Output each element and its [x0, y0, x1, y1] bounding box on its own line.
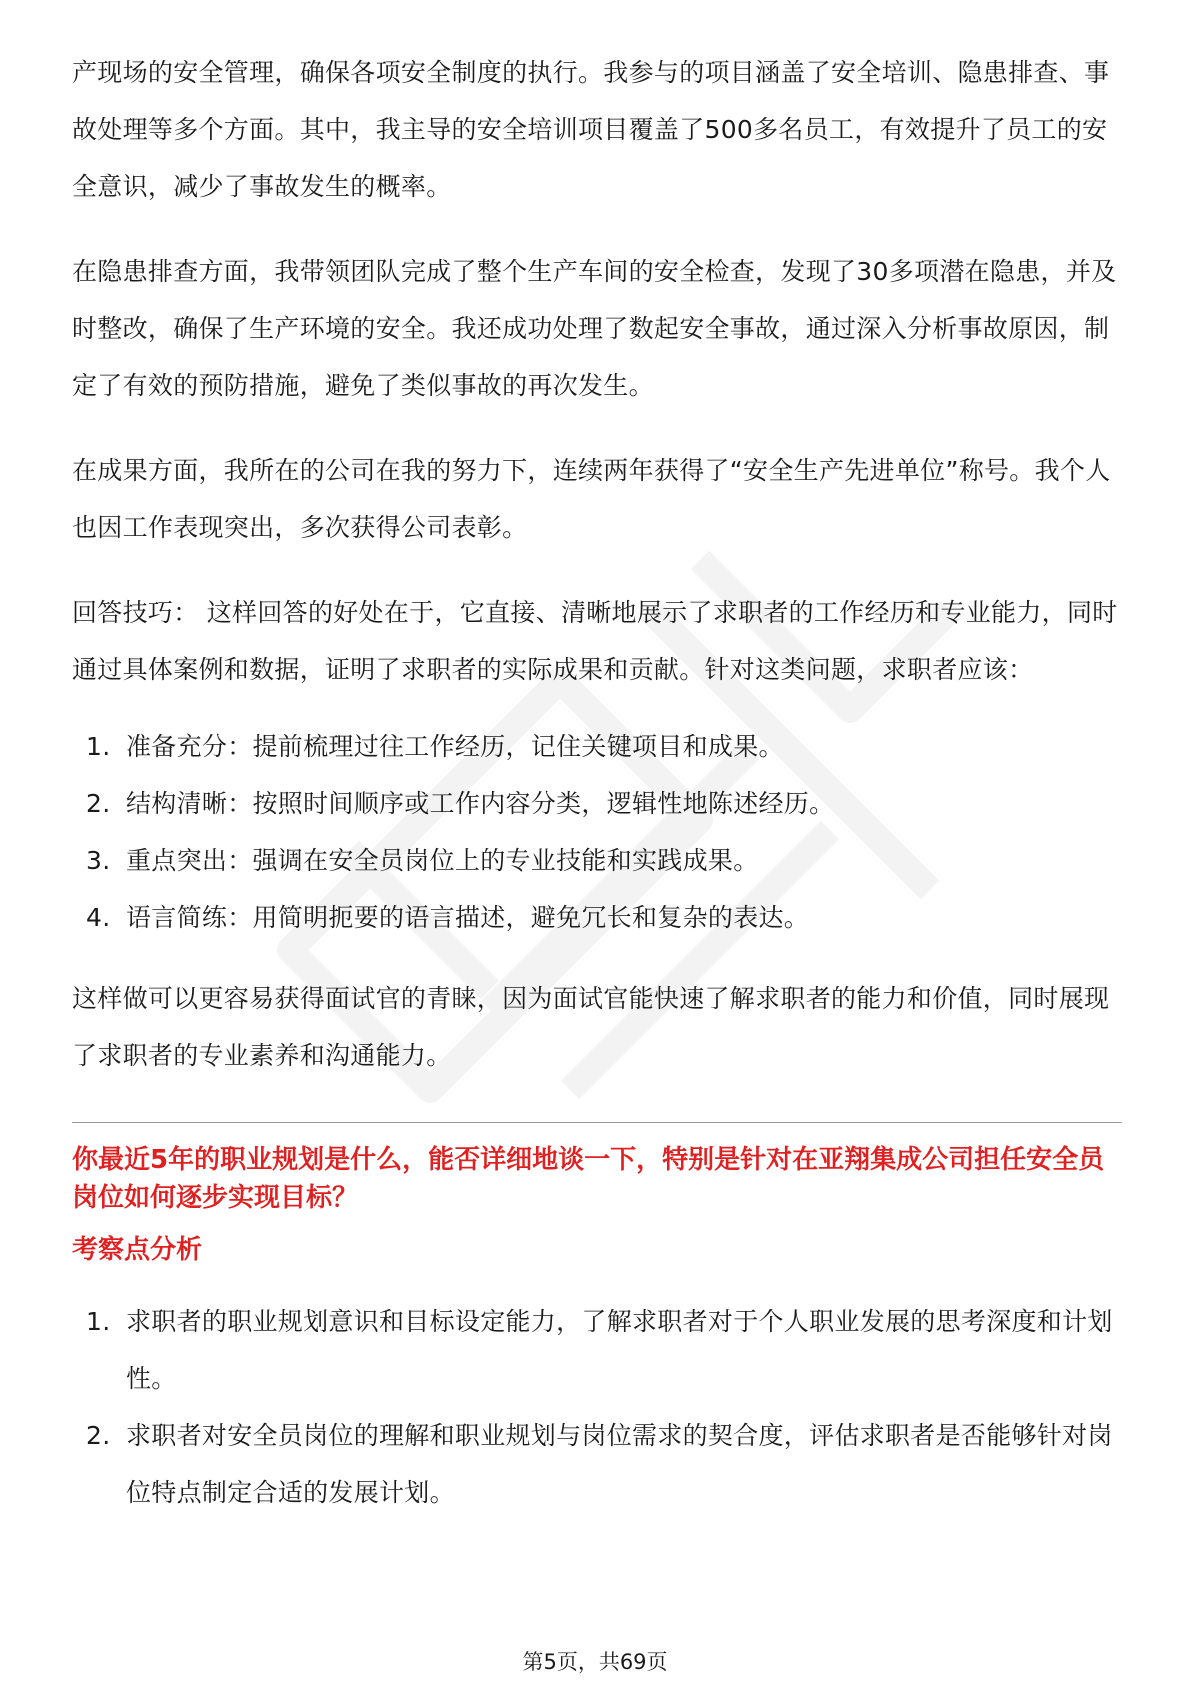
- list-item: [72, 775, 1122, 832]
- list-number: 2.: [86, 1421, 111, 1450]
- paragraph-answer-tips: 回答技巧： 这样回答的好处在于，它直接、清晰地展示了求职者的工作经历和专业能力，同时通过具体案例和数据，证明了求职者的实际成果和贡献。针对这类问题，求职者应该：: [72, 598, 1118, 684]
- list-number: 1.: [86, 1307, 111, 1336]
- tips-list: [72, 718, 1122, 946]
- paragraph-conclusion: 这样做可以更容易获得面试官的青睐，因为面试官能快速了解求职者的能力和价值，同时展现了求职者的专业素养和沟通能力。: [72, 984, 1110, 1070]
- paragraph-achievements: 在成果方面，我所在的公司在我的努力下，连续两年获得了“安全生产先进单位”称号。我个人也因工作表现突出，多次获得公司表彰。: [72, 456, 1111, 542]
- paragraph-hazard-inspection: 在隐患排查方面，我带领团队完成了整个生产车间的安全检查，发现了30多项潜在隐患，并及时整改，确保了生产环境的安全。我还成功处理了数起安全事故，通过深入分析事故原因，制定了有效的预防措施，避免了类似事故的再次发生。: [72, 257, 1117, 400]
- list-item-text: 重点突出：强调在安全员岗位上的专业技能和实践成果。: [126, 846, 759, 875]
- list-item-text: 结构清晰：按照时间顺序或工作内容分类，逻辑性地陈述经历。: [126, 789, 835, 818]
- main-content: [72, 44, 1122, 1545]
- list-item-text: 语言简练：用简明扼要的语言描述，避免冗长和复杂的表达。: [126, 903, 810, 932]
- list-item: [72, 1293, 1122, 1407]
- section-divider: [72, 1122, 1122, 1123]
- analysis-heading: 考察点分析: [72, 1235, 203, 1265]
- list-number: 2.: [86, 789, 111, 818]
- list-item-text: 准备充分：提前梳理过往工作经历，记住关键项目和成果。: [126, 732, 784, 761]
- list-number: 4.: [86, 903, 111, 932]
- list-item: [72, 889, 1122, 946]
- list-item: [72, 832, 1122, 889]
- list-number: 3.: [86, 846, 111, 875]
- interview-question: 你最近5年的职业规划是什么，能否详细地谈一下，特别是针对在亚翔集成公司担任安全员岗位如何逐步实现目标？: [72, 1145, 1105, 1213]
- list-number: 1.: [86, 732, 111, 761]
- list-item-text: 求职者对安全员岗位的理解和职业规划与岗位需求的契合度，评估求职者是否能够针对岗位特点制定合适的发展计划。: [126, 1421, 1113, 1507]
- list-item: [72, 1407, 1122, 1521]
- analysis-list: [72, 1293, 1122, 1521]
- list-item-text: 求职者的职业规划意识和目标设定能力，了解求职者对于个人职业发展的思考深度和计划性。: [126, 1307, 1113, 1393]
- paragraph-experience: 产现场的安全管理，确保各项安全制度的执行。我参与的项目涵盖了安全培训、隐患排查、事故处理等多个方面。其中，我主导的安全培训项目覆盖了500多名员工，有效提升了员工的安全意识，减少了事故发生的概率。: [72, 58, 1110, 201]
- page-number: 第5页，共69页: [522, 1650, 668, 1674]
- list-item: [72, 718, 1122, 775]
